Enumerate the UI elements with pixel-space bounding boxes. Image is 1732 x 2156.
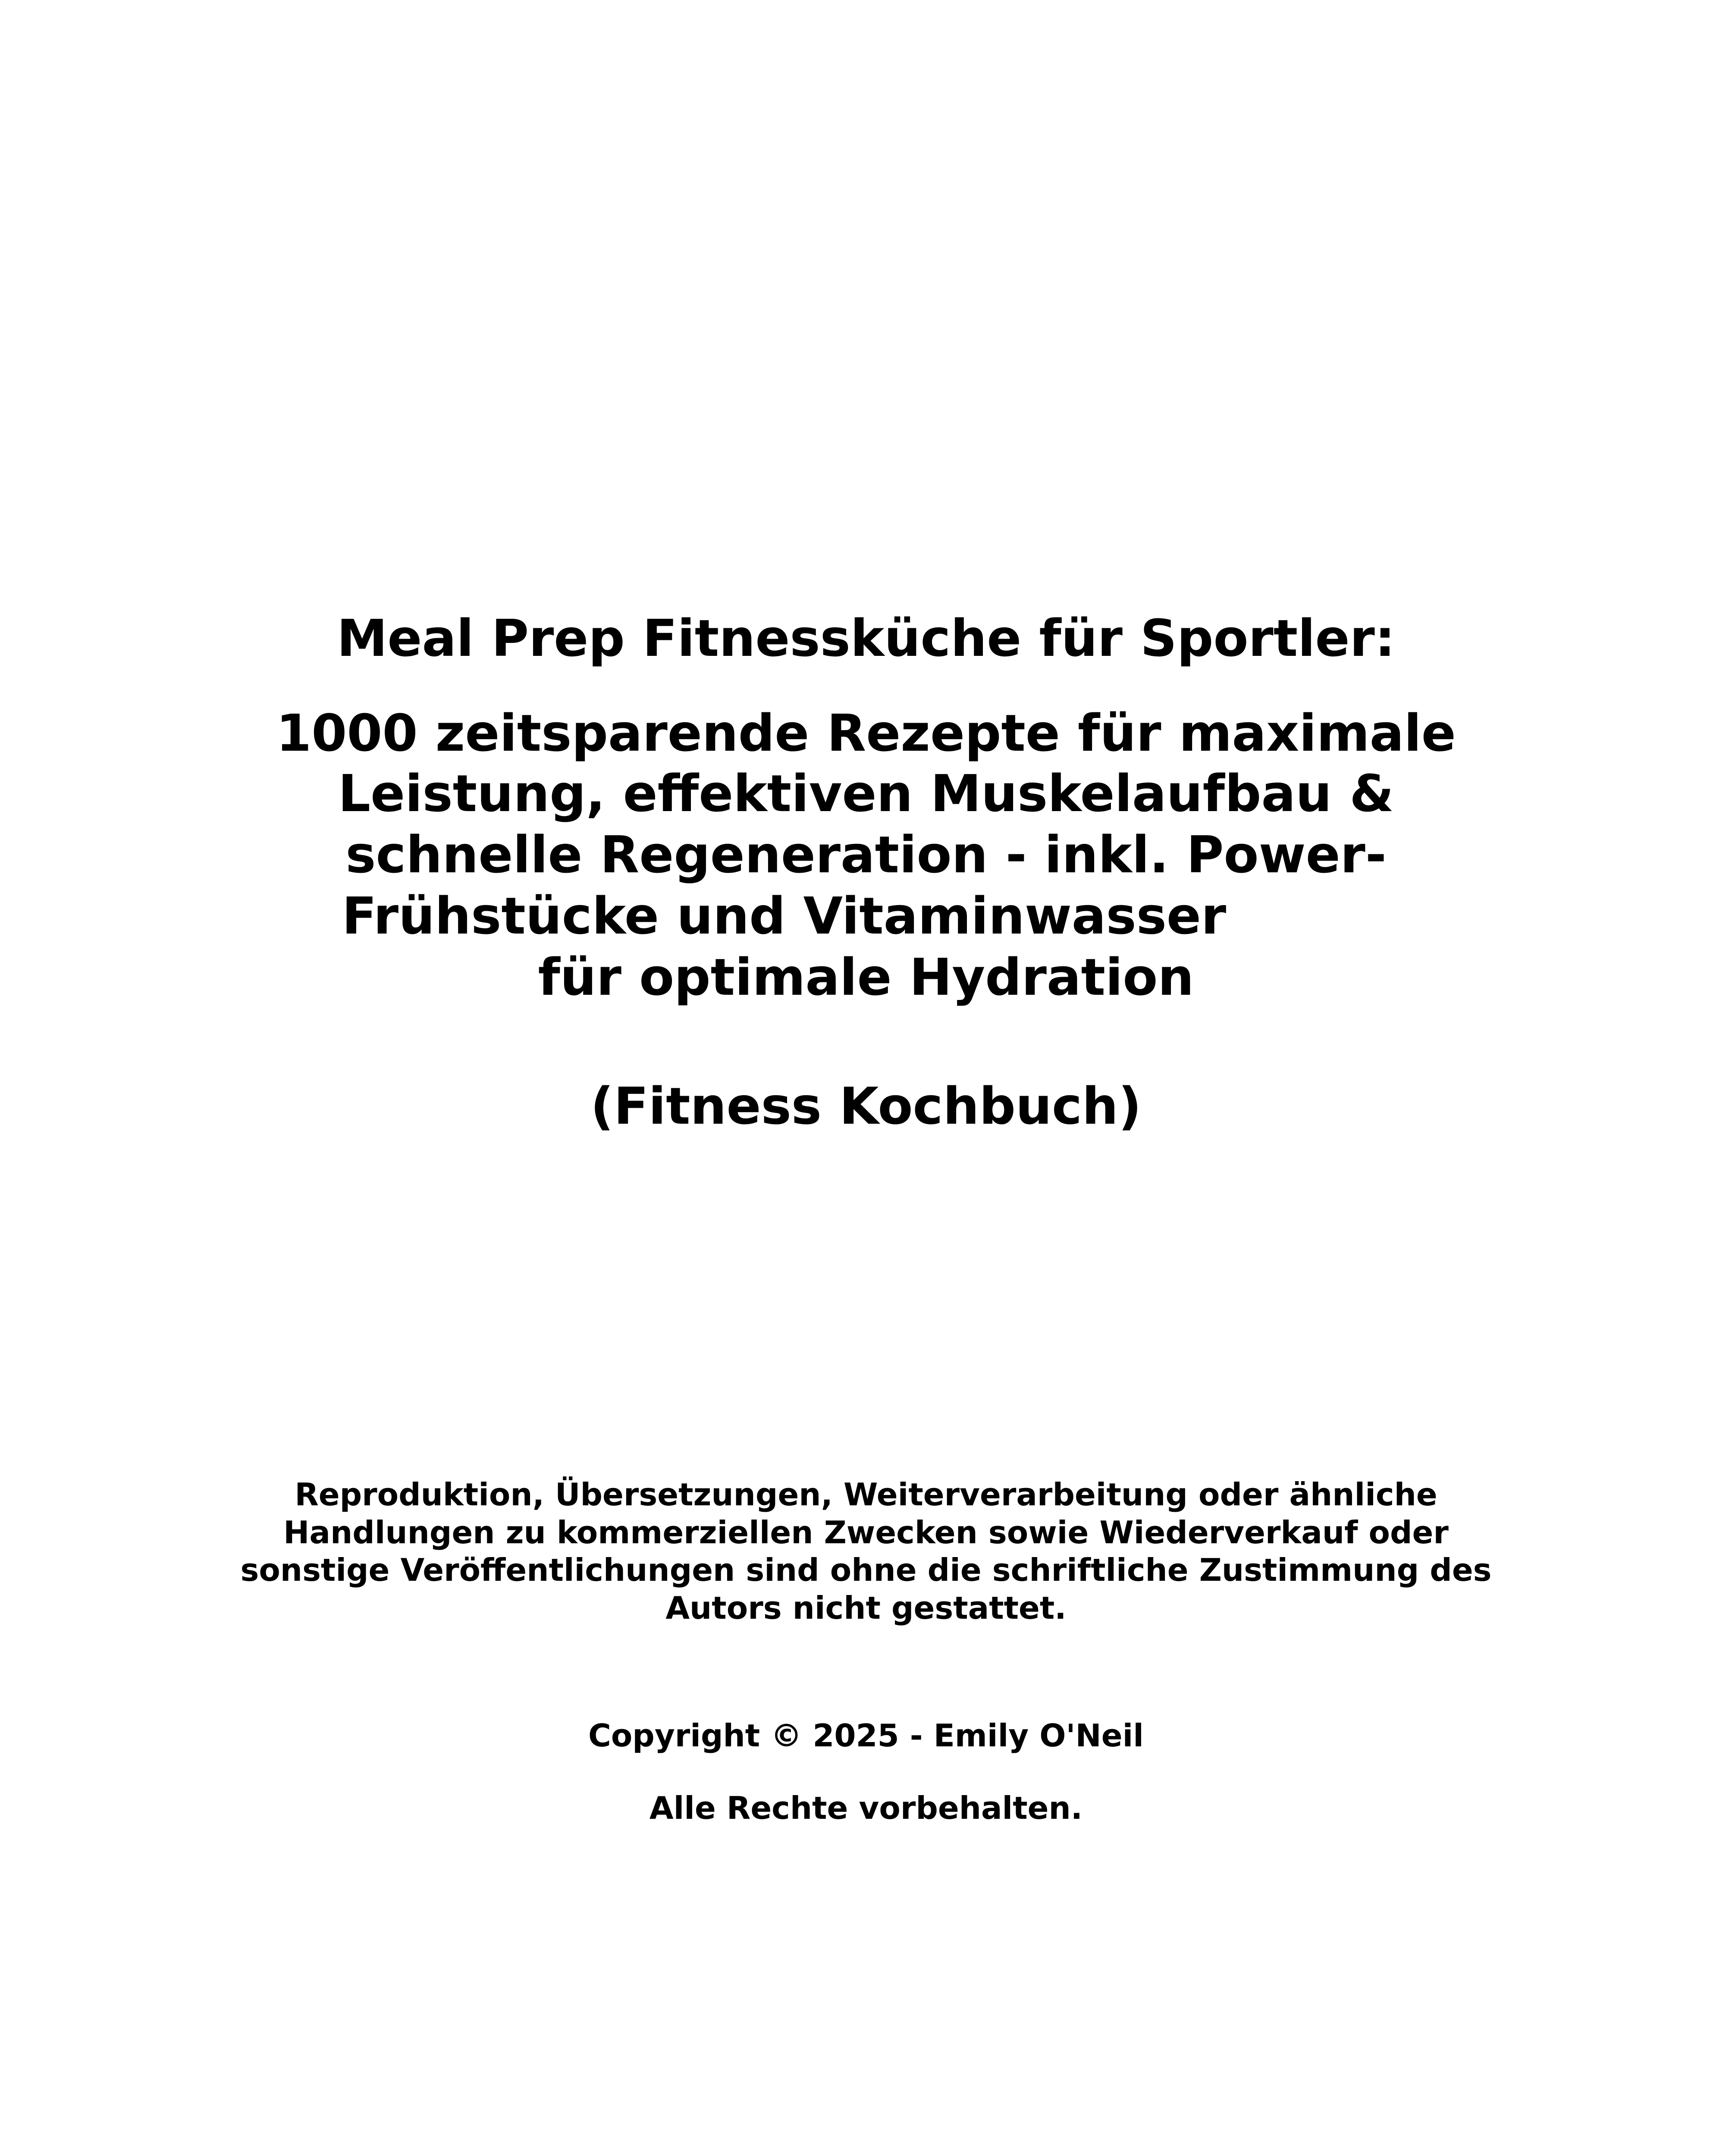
subtitle-line-2: Leistung, effektiven Muskelaufbau & <box>338 764 1394 823</box>
legal-notice-line-4: Autors nicht gestattet. <box>665 1590 1067 1626</box>
rights-reserved: Alle Rechte vorbehalten. <box>649 1790 1083 1826</box>
legal-notice-line-1: Reproduktion, Übersetzungen, Weiterverarbeitung oder ähnliche <box>295 1476 1437 1513</box>
subtitle-line-5: für optimale Hydration <box>538 947 1194 1007</box>
subtitle-line-4: Frühstücke und Vitaminwasser <box>342 886 1227 946</box>
legal-notice-line-3: sonstige Veröffentlichungen sind ohne die schriftliche Zustimmung des <box>240 1552 1492 1588</box>
series-label: (Fitness Kochbuch) <box>590 1076 1142 1136</box>
subtitle-line-1: 1000 zeitsparende Rezepte für maximale <box>276 703 1456 763</box>
copyright-notice: Copyright © 2025 - Emily O'Neil <box>588 1717 1144 1754</box>
legal-notice-line-2: Handlungen zu kommerziellen Zwecken sowie Wiederverkauf oder <box>283 1514 1449 1551</box>
subtitle-line-3: schnelle Regeneration - inkl. Power- <box>345 825 1387 884</box>
book-title: Meal Prep Fitnessküche für Sportler: <box>337 608 1395 668</box>
